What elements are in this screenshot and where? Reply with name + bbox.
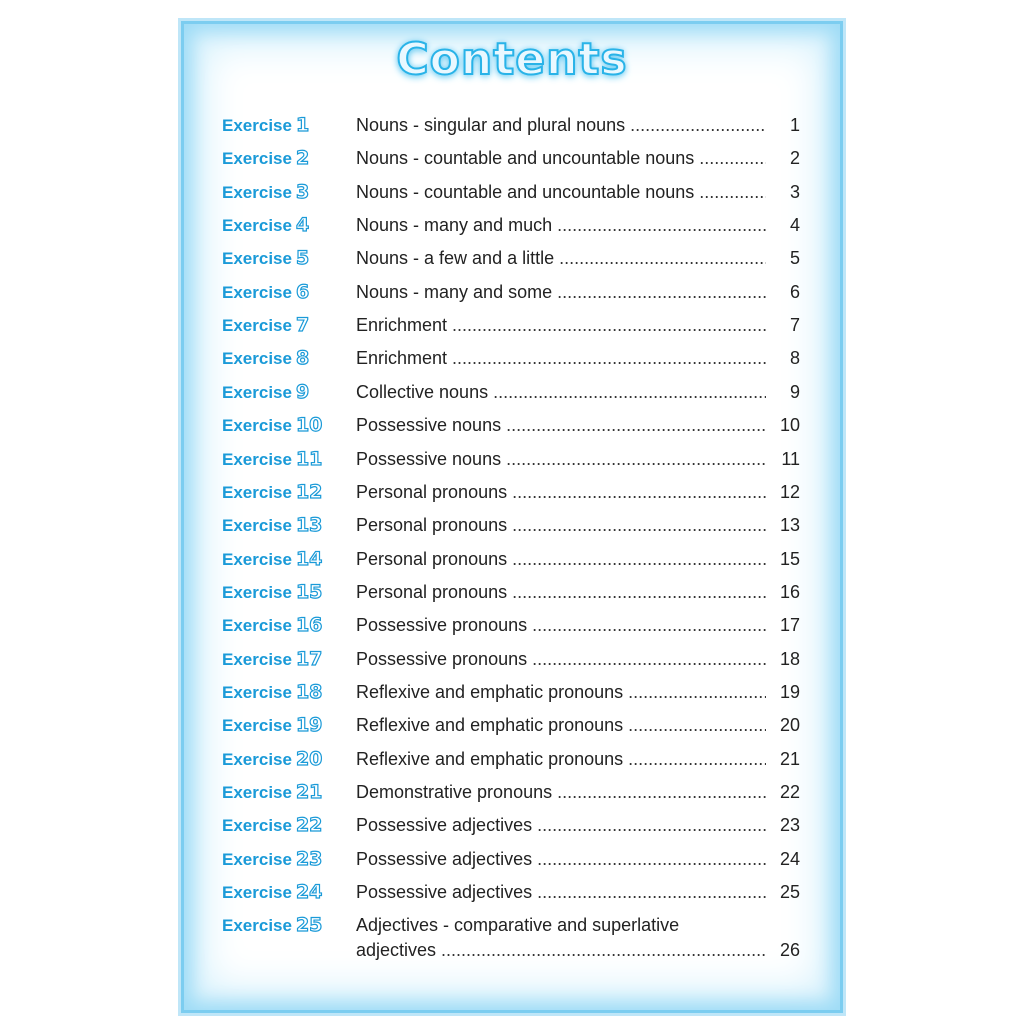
page-number: 7 bbox=[789, 315, 800, 336]
exercise-number: 20 bbox=[295, 747, 323, 770]
page-number: 10 bbox=[779, 415, 800, 436]
exercise-number: 3 bbox=[295, 180, 310, 203]
toc-row[interactable] bbox=[0, 444, 1024, 474]
page-number: 16 bbox=[779, 581, 800, 602]
exercise-label: Exercise 3 bbox=[222, 177, 309, 208]
exercise-number: 15 bbox=[295, 580, 323, 603]
exercise-label: Exercise 6 bbox=[222, 277, 309, 308]
exercise-topic: Possessive nouns ..... bbox=[356, 444, 766, 474]
exercise-label: Exercise 2 bbox=[222, 143, 309, 174]
exercise-label: Exercise 24 bbox=[222, 877, 322, 908]
toc-row[interactable] bbox=[0, 210, 1024, 240]
toc-row[interactable] bbox=[0, 644, 1024, 674]
exercise-label: Exercise 15 bbox=[222, 577, 322, 608]
exercise-label: Exercise 1 bbox=[222, 110, 309, 141]
exercise-number: 21 bbox=[295, 781, 323, 803]
exercise-topic: Collective nouns ..... bbox=[356, 377, 766, 407]
exercise-topic: Possessive nouns ..... bbox=[356, 410, 766, 440]
exercise-number: 19 bbox=[295, 714, 323, 737]
page-number: 21 bbox=[779, 748, 800, 769]
page-number: 11 bbox=[781, 448, 800, 469]
toc-row[interactable] bbox=[0, 343, 1024, 373]
exercise-number: 25 bbox=[295, 914, 323, 937]
exercise-topic: Nouns - a few and a little ..... bbox=[356, 243, 766, 273]
exercise-label: Exercise 12 bbox=[222, 477, 322, 508]
exercise-label: Exercise 20 bbox=[222, 744, 322, 775]
exercise-label: Exercise 25 bbox=[222, 910, 322, 941]
exercise-topic: Nouns - many and some ..... bbox=[356, 277, 766, 307]
exercise-label: Exercise 13 bbox=[222, 510, 322, 541]
exercise-number: 5 bbox=[295, 247, 310, 270]
exercise-topic: Enrichment ..... bbox=[356, 310, 766, 340]
exercise-number: 24 bbox=[295, 881, 323, 904]
toc-row[interactable] bbox=[0, 377, 1024, 407]
toc-row[interactable] bbox=[0, 477, 1024, 507]
exercise-topic: Personal pronouns ..... bbox=[356, 510, 766, 540]
page-number: 13 bbox=[779, 515, 800, 536]
exercise-topic: Enrichment ..... bbox=[356, 343, 766, 373]
toc-row[interactable] bbox=[0, 844, 1024, 874]
exercise-label: Exercise 16 bbox=[222, 610, 322, 641]
page-number: 2 bbox=[789, 148, 800, 169]
page-number: 22 bbox=[779, 782, 800, 802]
page-number: 4 bbox=[789, 215, 800, 236]
exercise-number: 9 bbox=[295, 380, 310, 403]
toc-row[interactable] bbox=[0, 810, 1024, 840]
page-number: 15 bbox=[779, 548, 800, 569]
toc-row[interactable] bbox=[0, 544, 1024, 574]
exercise-topic: Possessive pronouns ..... bbox=[356, 610, 766, 640]
exercise-topic: Reflexive and emphatic pronouns ..... bbox=[356, 677, 766, 707]
exercise-number: 10 bbox=[295, 414, 323, 437]
page-number: 6 bbox=[789, 281, 800, 302]
toc-row[interactable] bbox=[0, 677, 1024, 707]
exercise-topic: Possessive adjectives ..... bbox=[356, 877, 766, 907]
toc-row[interactable] bbox=[0, 410, 1024, 440]
exercise-topic: Demonstrative pronouns ..... bbox=[356, 777, 766, 807]
toc-row[interactable] bbox=[0, 243, 1024, 273]
exercise-topic: Possessive adjectives ..... bbox=[356, 844, 766, 874]
exercise-label: Exercise 19 bbox=[222, 710, 322, 741]
exercise-number: 4 bbox=[295, 214, 310, 237]
toc-row[interactable] bbox=[0, 877, 1024, 907]
exercise-label: Exercise 4 bbox=[222, 210, 309, 241]
exercise-topic: Adjectives - comparative and superlative bbox=[356, 915, 680, 936]
exercise-label: Exercise 10 bbox=[222, 410, 322, 441]
exercise-label: Exercise 7 bbox=[222, 310, 309, 341]
exercise-label: Exercise 17 bbox=[222, 644, 322, 675]
toc-row[interactable] bbox=[0, 177, 1024, 207]
page-number: 8 bbox=[789, 348, 800, 369]
exercise-topic: Reflexive and emphatic pronouns ..... bbox=[356, 744, 766, 774]
toc-row[interactable] bbox=[0, 510, 1024, 540]
exercise-label: Exercise 21 bbox=[222, 777, 322, 808]
exercise-number: 12 bbox=[295, 480, 323, 503]
toc-row[interactable] bbox=[0, 277, 1024, 307]
exercise-number: 13 bbox=[295, 514, 323, 537]
toc-row[interactable] bbox=[0, 310, 1024, 340]
exercise-label: Exercise 9 bbox=[222, 377, 309, 408]
exercise-label: Exercise 5 bbox=[222, 243, 309, 274]
exercise-number: 17 bbox=[295, 647, 323, 670]
exercise-label: Exercise 11 bbox=[222, 444, 322, 475]
page-number: 24 bbox=[779, 848, 800, 869]
page-number: 19 bbox=[779, 681, 800, 702]
exercise-topic: Reflexive and emphatic pronouns ..... bbox=[356, 710, 766, 740]
page-number: 5 bbox=[789, 248, 800, 269]
exercise-number: 2 bbox=[295, 147, 310, 170]
exercise-number: 23 bbox=[295, 847, 323, 870]
exercise-number: 16 bbox=[295, 614, 323, 637]
page-number: 17 bbox=[779, 615, 800, 636]
toc-row[interactable] bbox=[0, 143, 1024, 173]
exercise-number: 14 bbox=[295, 547, 323, 570]
exercise-topic: Nouns - many and much ..... bbox=[356, 210, 766, 240]
toc-row[interactable] bbox=[0, 110, 1024, 140]
page-number: 25 bbox=[779, 882, 800, 903]
exercise-number: 11 bbox=[295, 447, 323, 470]
exercise-topic: Nouns - countable and uncountable nouns ..... bbox=[356, 143, 766, 173]
page-number: 1 bbox=[789, 115, 800, 135]
exercise-number: 8 bbox=[295, 347, 310, 370]
toc-row[interactable] bbox=[0, 744, 1024, 774]
exercise-topic-continued: adjectives ..... bbox=[356, 935, 766, 965]
exercise-label: Exercise 23 bbox=[222, 844, 322, 875]
exercise-number: 6 bbox=[295, 280, 310, 303]
page-number: 18 bbox=[779, 648, 800, 669]
exercise-label: Exercise 22 bbox=[222, 810, 322, 841]
page-number: 20 bbox=[779, 715, 800, 736]
exercise-topic: Nouns - countable and uncountable nouns ..... bbox=[356, 177, 766, 207]
exercise-number: 1 bbox=[295, 114, 310, 136]
toc-row[interactable] bbox=[0, 710, 1024, 740]
exercise-label: Exercise 8 bbox=[222, 343, 309, 374]
exercise-topic: Possessive pronouns ..... bbox=[356, 644, 766, 674]
exercise-number: 22 bbox=[295, 814, 323, 837]
exercise-label: Exercise 18 bbox=[222, 677, 322, 708]
page-number: 26 bbox=[779, 940, 800, 961]
exercise-topic: Nouns - singular and plural nouns ..... bbox=[356, 110, 766, 140]
exercise-number: 18 bbox=[295, 680, 323, 703]
toc-row[interactable] bbox=[0, 777, 1024, 807]
page-title: Contents bbox=[396, 34, 628, 85]
exercise-number: 7 bbox=[295, 314, 310, 337]
exercise-topic: Personal pronouns ..... bbox=[356, 477, 766, 507]
exercise-topic: Personal pronouns ..... bbox=[356, 577, 766, 607]
toc-row[interactable] bbox=[0, 577, 1024, 607]
exercise-topic: Possessive adjectives ..... bbox=[356, 810, 766, 840]
exercise-topic: Personal pronouns ..... bbox=[356, 544, 766, 574]
page-number: 12 bbox=[779, 481, 800, 502]
exercise-label: Exercise 14 bbox=[222, 544, 322, 575]
page-number: 9 bbox=[789, 381, 800, 402]
toc-row[interactable] bbox=[0, 610, 1024, 640]
toc-row[interactable] bbox=[0, 910, 1024, 966]
page-number: 3 bbox=[789, 181, 800, 202]
page-number: 23 bbox=[779, 815, 800, 836]
